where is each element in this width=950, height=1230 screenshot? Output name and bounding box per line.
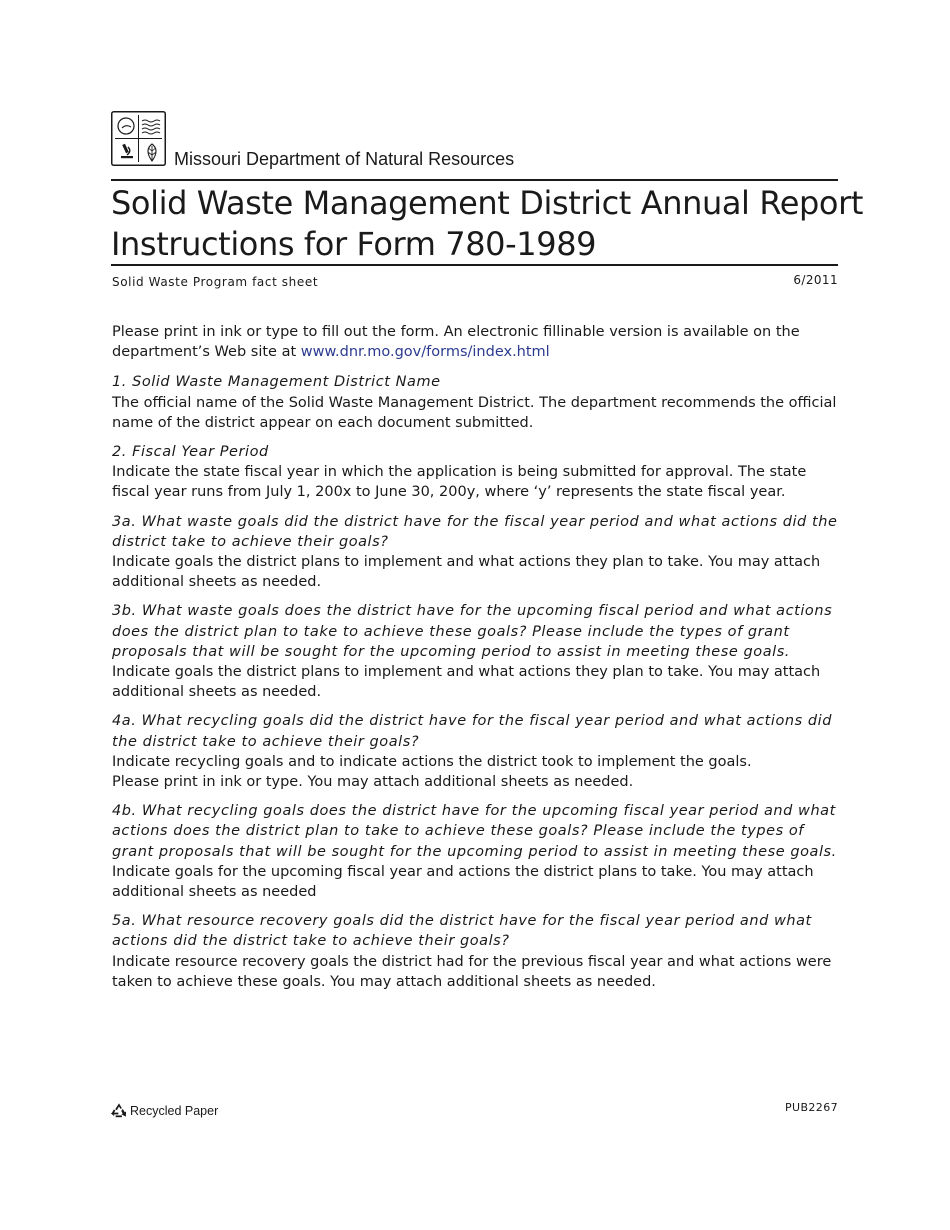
- section-answer: [112, 462, 840, 502]
- recycled-paper-label: Recycled Paper: [130, 1104, 219, 1118]
- section-question: 2. Fiscal Year Period: [112, 444, 269, 461]
- section-answer: [112, 662, 840, 702]
- section-question: 3a. What waste goals did the district have for the fiscal year period and what actions did the district take to achieve their goals?: [112, 513, 838, 550]
- section-5a: [112, 911, 840, 992]
- section-3a: [112, 512, 840, 593]
- section-3b: [112, 601, 840, 702]
- section-answer: [112, 393, 840, 433]
- section-question: 4b. What recycling goals does the district have for the upcoming fiscal year period and what actions does the district plan to take to achieve these goals? Please include the types of grant proposals that will be sought for the upcoming period to assist in meeting these goals.: [112, 803, 837, 860]
- intro-text: Please print in ink or type to fill out the form. An electronic fillinable version is available on the department’s Web site at: [112, 324, 800, 361]
- section-question: 3b. What waste goals does the district have for the upcoming fiscal period and what actions does the district plan to take to achieve these goals? Please include the types of grant proposals that will be sought for the upcoming period to assist in meeting these goals.: [112, 603, 833, 660]
- document-subtitle: Solid Waste Program fact sheet: [112, 275, 319, 289]
- section-4a: [112, 711, 840, 792]
- section-question: 1. Solid Waste Management District Name: [112, 374, 441, 391]
- title-line-2: Instructions for Form 780-1989: [111, 225, 597, 263]
- answer-line: Indicate the state fiscal year in which the application is being submitted for approval. The state fiscal year runs from July 1, 200x to June 30, 200y, where ‘y’ represents the state fiscal year.: [112, 464, 807, 501]
- answer-line: Indicate recycling goals and to indicate actions the district took to implement the goals.: [112, 753, 752, 770]
- document-title: [111, 183, 864, 265]
- answer-line: Indicate goals for the upcoming fiscal year and actions the district plans to take. You may attach additional sheets as needed: [112, 863, 814, 901]
- section-1: [112, 372, 840, 433]
- answer-line: Please print in ink or type. You may attach additional sheets as needed.: [112, 774, 634, 791]
- section-question: 5a. What resource recovery goals did the district have for the fiscal year period and what actions did the district take to achieve their goals?: [112, 913, 812, 950]
- agency-name: Missouri Department of Natural Resources: [174, 149, 515, 169]
- forms-link[interactable]: www.dnr.mo.gov/forms/index.html: [300, 344, 550, 361]
- publication-number: PUB2267: [784, 1101, 838, 1114]
- document-body: [112, 322, 840, 1001]
- section-answer: [112, 952, 840, 992]
- dnr-logo-icon: [111, 111, 166, 166]
- recycle-icon: [110, 1102, 128, 1120]
- header-rule-bottom: [111, 264, 838, 266]
- section-2: [112, 442, 840, 503]
- section-4b: [112, 801, 840, 902]
- answer-line: Indicate resource recovery goals the district had for the previous fiscal year and what actions were taken to achieve these goals. You may attach additional sheets as needed.: [112, 953, 832, 990]
- section-question: 4a. What recycling goals did the district have for the fiscal year period and what actions did the district take to achieve their goals?: [112, 713, 832, 750]
- title-line-1: Solid Waste Management District Annual Report: [111, 184, 864, 222]
- document-date: 6/2011: [793, 273, 838, 287]
- section-answer: [112, 552, 840, 592]
- answer-line: The official name of the Solid Waste Management District. The department recommends the official name of the district appear on each document submitted.: [112, 394, 837, 431]
- footer-recycled: [110, 1102, 218, 1120]
- header-rule-top: [111, 179, 838, 181]
- answer-line: Indicate goals the district plans to implement and what actions they plan to take. You may attach additional sheets as needed.: [112, 664, 821, 701]
- section-answer: [112, 752, 840, 792]
- section-answer: [112, 862, 840, 902]
- intro-paragraph: [112, 322, 840, 362]
- answer-line: Indicate goals the district plans to implement and what actions they plan to take. You may attach additional sheets as needed.: [112, 554, 821, 591]
